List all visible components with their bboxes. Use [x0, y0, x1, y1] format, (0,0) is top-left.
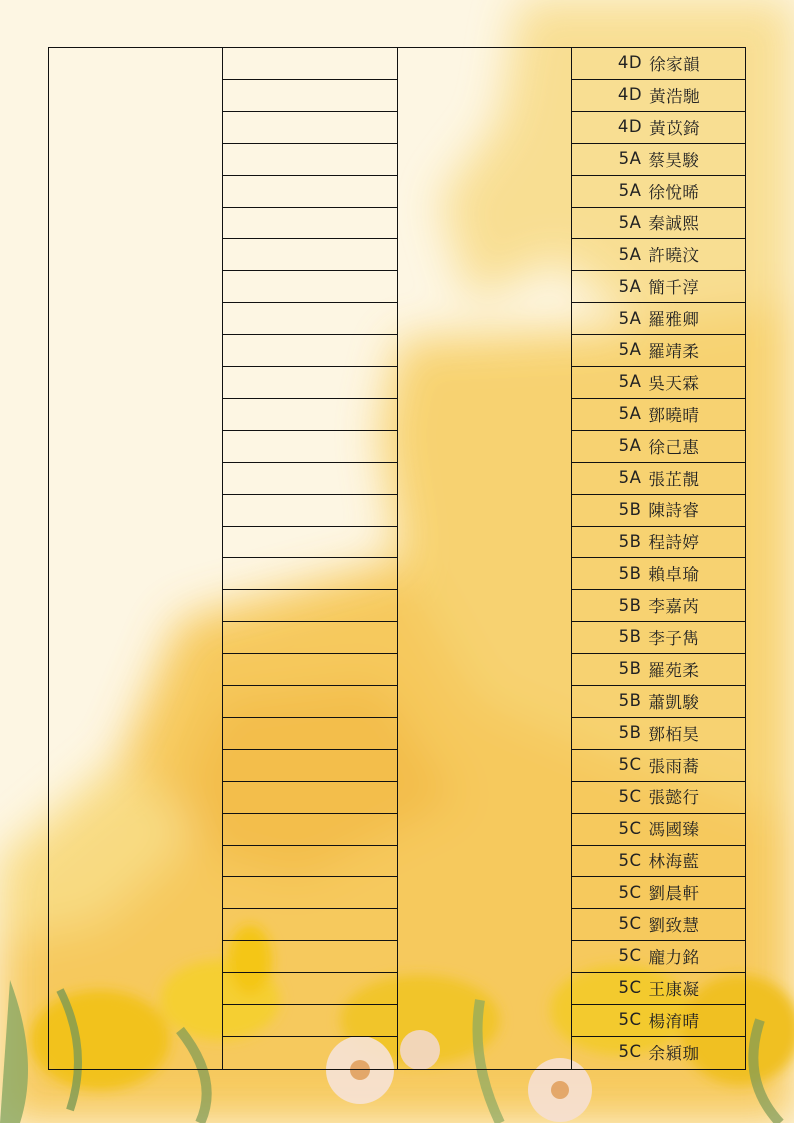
student-name: 羅靖柔: [648, 341, 700, 361]
class-code: 5C: [618, 786, 642, 806]
name-cell: [572, 621, 746, 653]
row-divider: [222, 589, 397, 590]
row-divider: [222, 653, 397, 654]
class-code: 5A: [618, 149, 642, 169]
name-column: [572, 47, 746, 1068]
row-divider: [222, 781, 397, 782]
name-cell: [572, 398, 746, 430]
name-cell: [572, 844, 746, 876]
row-divider: [222, 908, 397, 909]
class-code: 5B: [618, 595, 642, 615]
class-code: 4D: [617, 85, 643, 105]
student-name: 程詩婷: [648, 533, 700, 553]
student-name: 許曉汶: [648, 246, 700, 266]
name-cell: [572, 79, 746, 111]
row-divider: [222, 557, 397, 558]
name-cell: [572, 430, 746, 462]
name-cell: [572, 685, 746, 717]
class-code: 5B: [618, 531, 642, 551]
student-name: 李嘉芮: [648, 597, 700, 617]
class-code: 5A: [618, 276, 642, 296]
student-name: 陳詩睿: [648, 501, 700, 521]
class-code: 4D: [617, 53, 643, 73]
row-divider: [222, 143, 397, 144]
name-cell: [572, 653, 746, 685]
student-name: 賴卓瑜: [648, 565, 700, 585]
student-name: 羅苑柔: [648, 660, 700, 680]
class-code: 5C: [618, 978, 642, 998]
name-cell: [572, 717, 746, 749]
row-divider: [222, 685, 397, 686]
name-cell: [572, 525, 746, 557]
name-cell: [572, 780, 746, 812]
class-code: 5A: [618, 308, 642, 328]
row-divider: [222, 430, 397, 431]
student-name: 張懿行: [648, 788, 700, 808]
class-code: 5C: [618, 818, 642, 838]
student-name: 林海藍: [648, 852, 700, 872]
row-divider: [222, 621, 397, 622]
row-divider: [222, 270, 397, 271]
student-name: 劉致慧: [648, 915, 700, 935]
column-border: [48, 47, 49, 1070]
student-name: 吳天霖: [648, 373, 700, 393]
class-code: 4D: [617, 117, 643, 137]
student-name: 王康凝: [648, 979, 700, 999]
name-cell: [572, 334, 746, 366]
class-code: 5A: [618, 244, 642, 264]
name-cell: [572, 908, 746, 940]
name-cell: [572, 206, 746, 238]
row-divider: [222, 334, 397, 335]
student-name: 鄧栢昊: [648, 724, 700, 744]
student-name: 李子雋: [648, 628, 700, 648]
class-code: 5C: [618, 946, 642, 966]
name-cell: [572, 302, 746, 334]
student-name: 張雨蕎: [648, 756, 700, 776]
name-cell: [572, 557, 746, 589]
roster-table: [48, 47, 746, 1070]
name-cell: [572, 940, 746, 972]
row-divider: [222, 79, 397, 80]
row-divider: [222, 302, 397, 303]
name-cell: [572, 111, 746, 143]
class-code: 5A: [618, 468, 642, 488]
student-name: 馮國臻: [648, 820, 700, 840]
row-divider: [222, 876, 397, 877]
name-cell: [572, 812, 746, 844]
row-divider: [222, 813, 397, 814]
row-divider: [222, 175, 397, 176]
class-code: 5C: [618, 1010, 642, 1030]
name-cell: [572, 270, 746, 302]
name-cell: [572, 1004, 746, 1036]
class-code: 5C: [618, 1042, 642, 1062]
student-name: 余潁珈: [648, 1043, 700, 1063]
student-name: 秦誠熙: [648, 214, 700, 234]
row-divider: [222, 940, 397, 941]
row-divider: [222, 972, 397, 973]
class-code: 5C: [618, 914, 642, 934]
student-name: 羅雅卿: [648, 310, 700, 330]
row-divider: [222, 717, 397, 718]
student-name: 鄧曉晴: [648, 405, 700, 425]
class-code: 5C: [618, 882, 642, 902]
name-cell: [572, 366, 746, 398]
name-cell: [572, 175, 746, 207]
class-code: 5B: [618, 563, 642, 583]
class-code: 5A: [618, 372, 642, 392]
student-name: 張芷靚: [648, 469, 700, 489]
row-divider: [222, 462, 397, 463]
row-divider: [222, 398, 397, 399]
row-divider: [222, 238, 397, 239]
class-code: 5B: [618, 723, 642, 743]
name-cell: [572, 238, 746, 270]
row-divider: [222, 1004, 397, 1005]
student-name: 黃浩馳: [649, 86, 701, 106]
class-code: 5C: [618, 850, 642, 870]
row-divider: [222, 366, 397, 367]
row-divider: [222, 494, 397, 495]
row-divider: [222, 207, 397, 208]
class-code: 5B: [618, 499, 642, 519]
name-cell: [572, 462, 746, 494]
class-code: 5B: [618, 627, 642, 647]
student-name: 徐悅晞: [648, 182, 700, 202]
row-divider: [222, 1036, 397, 1037]
name-cell: [572, 589, 746, 621]
class-code: 5A: [618, 181, 642, 200]
student-name: 楊淯晴: [648, 1011, 700, 1031]
student-name: 劉晨軒: [648, 884, 700, 904]
row-divider: [222, 111, 397, 112]
name-cell: [572, 47, 746, 79]
student-name: 黃苡錡: [649, 118, 701, 138]
student-name: 龐力銘: [648, 947, 700, 967]
name-cell: [572, 749, 746, 781]
row-divider: [222, 526, 397, 527]
student-name: 簡千淳: [648, 278, 700, 298]
class-code: 5A: [618, 404, 642, 424]
class-code: 5B: [618, 659, 642, 679]
student-name: 蔡昊駿: [648, 150, 700, 170]
student-name: 徐己惠: [648, 437, 700, 457]
name-cell: [572, 143, 746, 175]
class-code: 5C: [618, 755, 642, 775]
row-divider: [222, 845, 397, 846]
name-cell: [572, 876, 746, 908]
class-code: 5B: [618, 691, 642, 711]
student-name: 蕭凱駿: [648, 692, 700, 712]
student-name: 徐家韻: [649, 54, 701, 74]
name-cell: [572, 493, 746, 525]
class-code: 5A: [618, 212, 642, 232]
row-divider: [222, 749, 397, 750]
name-cell: [572, 972, 746, 1004]
class-code: 5A: [618, 436, 642, 456]
class-code: 5A: [618, 340, 642, 360]
name-cell: [572, 1036, 746, 1068]
